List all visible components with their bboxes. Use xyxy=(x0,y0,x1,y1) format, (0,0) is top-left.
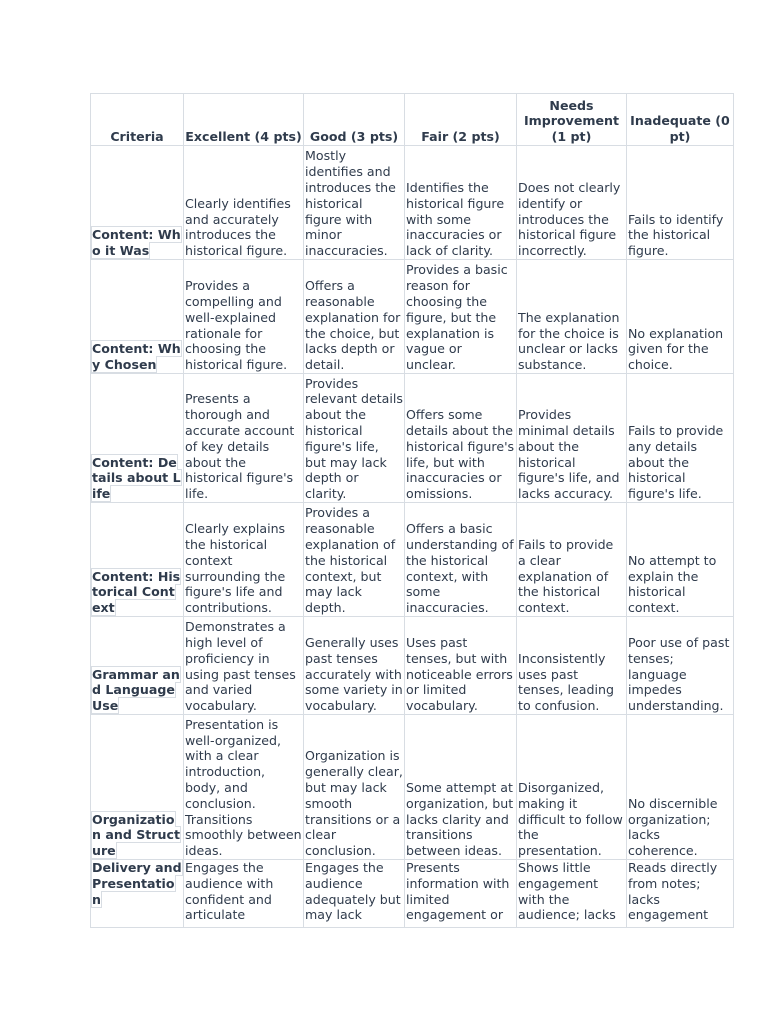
inadequate-cell: Poor use of past tenses; language impedes understanding. xyxy=(627,617,734,715)
table-row xyxy=(91,146,734,260)
header-fair: Fair (2 pts) xyxy=(405,94,517,146)
good-cell: Offers a reasonable explanation for the choice, but lacks depth or detail. xyxy=(304,260,405,374)
header-criteria: Criteria xyxy=(91,94,184,146)
excellent-cell: Presents a thorough and accurate account of key details about the historical figure's life. xyxy=(184,374,304,503)
needs-improvement-cell: Disorganized, making it difficult to follow the presentation. xyxy=(517,715,627,860)
good-cell: Generally uses past tenses accurately with some variety in vocabulary. xyxy=(304,617,405,715)
criterion-label: Content: Historical Context xyxy=(92,568,181,616)
inadequate-cell: Fails to provide any details about the historical figure's life. xyxy=(627,374,734,503)
criterion-cell xyxy=(91,146,184,260)
criterion-label: Grammar and Language Use xyxy=(92,666,180,714)
inadequate-cell: No attempt to explain the historical context. xyxy=(627,503,734,617)
fair-cell: Provides a basic reason for choosing the figure, but the explanation is vague or unclear. xyxy=(405,260,517,374)
good-cell: Mostly identifies and introduces the historical figure with minor inaccuracies. xyxy=(304,146,405,260)
header-needs-improvement: Needs Improvement (1 pt) xyxy=(517,94,627,146)
criterion-cell xyxy=(91,374,184,503)
criterion-label: Content: Why Chosen xyxy=(92,341,181,373)
criterion-cell xyxy=(91,617,184,715)
table-row xyxy=(91,260,734,374)
criterion-label: Organization and Structure xyxy=(92,811,180,859)
fair-cell: Some attempt at organization, but lacks clarity and transitions between ideas. xyxy=(405,715,517,860)
criterion-cell xyxy=(91,503,184,617)
table-row xyxy=(91,503,734,617)
criterion-cell xyxy=(91,715,184,860)
needs-improvement-cell: Does not clearly identify or introduces the historical figure incorrectly. xyxy=(517,146,627,260)
excellent-cell: Clearly explains the historical context surrounding the figure's life and contributions. xyxy=(184,503,304,617)
criterion-label: Content: Who it Was xyxy=(92,227,181,259)
good-cell: Engages the audience adequately but may lack xyxy=(304,860,405,928)
inadequate-cell: Fails to identify the historical figure. xyxy=(627,146,734,260)
needs-improvement-cell: The explanation for the choice is unclear or lacks substance. xyxy=(517,260,627,374)
good-cell: Organization is generally clear, but may lack smooth transitions or a clear conclusion. xyxy=(304,715,405,860)
criterion-label: Delivery and Presentation xyxy=(92,860,182,907)
table-row xyxy=(91,374,734,503)
criterion-cell xyxy=(91,260,184,374)
excellent-cell: Clearly identifies and accurately introduces the historical figure. xyxy=(184,146,304,260)
excellent-cell: Demonstrates a high level of proficiency in using past tenses and varied vocabulary. xyxy=(184,617,304,715)
inadequate-cell: Reads directly from notes; lacks engagement xyxy=(627,860,734,928)
header-good: Good (3 pts) xyxy=(304,94,405,146)
criterion-label: Content: Details about Life xyxy=(92,454,181,502)
rubric-table xyxy=(90,93,734,928)
needs-improvement-cell: Fails to provide a clear explanation of the historical context. xyxy=(517,503,627,617)
fair-cell: Identifies the historical figure with some inaccuracies or lack of clarity. xyxy=(405,146,517,260)
fair-cell: Offers a basic understanding of the historical context, with some inaccuracies. xyxy=(405,503,517,617)
good-cell: Provides a reasonable explanation of the historical context, but may lack depth. xyxy=(304,503,405,617)
inadequate-cell: No explanation given for the choice. xyxy=(627,260,734,374)
fair-cell: Offers some details about the historical figure's life, but with inaccuracies or omissions. xyxy=(405,374,517,503)
table-row xyxy=(91,860,734,928)
needs-improvement-cell: Inconsistently uses past tenses, leading to confusion. xyxy=(517,617,627,715)
fair-cell: Uses past tenses, but with noticeable errors or limited vocabulary. xyxy=(405,617,517,715)
table-row xyxy=(91,715,734,860)
excellent-cell: Presentation is well-organized, with a clear introduction, body, and conclusion. Transitions smoothly between ideas. xyxy=(184,715,304,860)
header-excellent: Excellent (4 pts) xyxy=(184,94,304,146)
excellent-cell: Provides a compelling and well-explained rationale for choosing the historical figure. xyxy=(184,260,304,374)
criterion-cell xyxy=(91,860,184,928)
header-inadequate: Inadequate (0 pt) xyxy=(627,94,734,146)
inadequate-cell: No discernible organization; lacks coherence. xyxy=(627,715,734,860)
fair-cell: Presents information with limited engagement or xyxy=(405,860,517,928)
header-row xyxy=(91,94,734,146)
needs-improvement-cell: Provides minimal details about the historical figure's life, and lacks accuracy. xyxy=(517,374,627,503)
needs-improvement-cell: Shows little engagement with the audience; lacks xyxy=(517,860,627,928)
table-row xyxy=(91,617,734,715)
excellent-cell: Engages the audience with confident and articulate xyxy=(184,860,304,928)
good-cell: Provides relevant details about the historical figure's life, but may lack depth or clarity. xyxy=(304,374,405,503)
